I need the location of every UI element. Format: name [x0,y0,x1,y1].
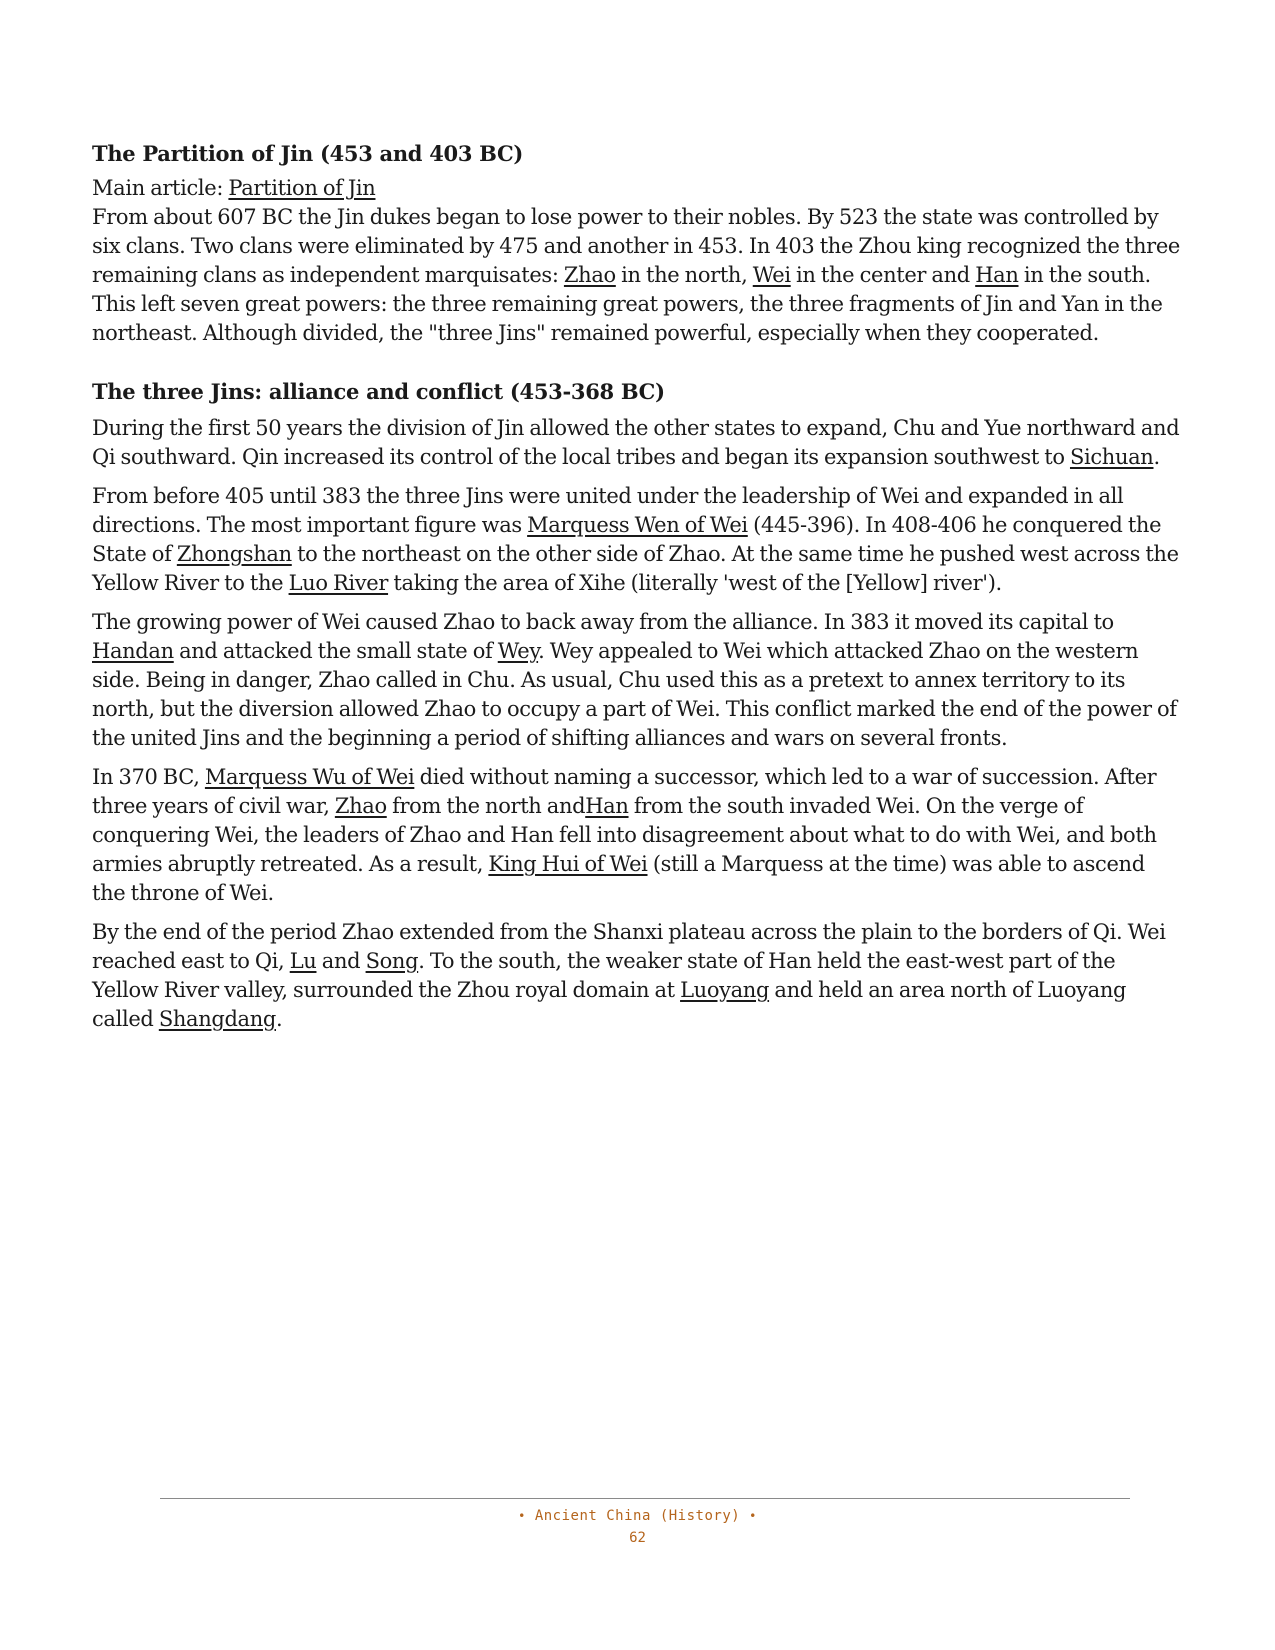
link-luoyang[interactable]: Luoyang [680,978,770,1002]
paragraph-end-of-period [92,918,1182,1034]
link-song[interactable]: Song [365,949,419,973]
text-run: in the south. This left seven great powers: the three remaining great powers, the three fragments of Jin and Yan in the northeast. Although divided, the "three Jins" remained powerful, especially when they cooperated. [92,263,1163,345]
link-partition-of-jin[interactable]: Partition of Jin [228,176,376,200]
link-wey[interactable]: Wey [497,639,539,663]
paragraph-first-50-years [92,414,1182,472]
text-run: from the north and [386,794,586,818]
text-run: from the south invaded Wei. On the verge of conquering Wei, the leaders of Zhao and Han fell into disagreement about what to do with Wei, and both armies abruptly retreated. As a result, [92,794,1157,876]
section-heading-partition-of-jin: The Partition of Jin (453 and 403 BC) [92,141,524,166]
text-run: (445-396). In 408-406 he conquered the State of [92,513,1162,566]
link-han[interactable]: Han [585,794,629,818]
document-body [92,140,1182,1044]
link-han[interactable]: Han [975,263,1019,287]
link-wei[interactable]: Wei [752,263,791,287]
text-run: . Wey appealed to Wei which attacked Zhao on the western side. Being in danger, Zhao called in Chu. As usual, Chu used this as a pretext to annex territory to its north, but the diversion allowed Zhao to occupy a part of Wei. This conflict marked the end of the power of the united Jins and the beginning a period of shifting alliances and wars on several fronts. [92,639,1177,750]
text-run: and held an area north of Luoyang called [92,978,1127,1031]
footer-bullet-left: • [518,1509,526,1523]
text-run: in the center and [790,263,976,287]
link-lu[interactable]: Lu [289,949,317,973]
text-run: The growing power of Wei caused Zhao to back away from the alliance. In 383 it moved its capital to [92,610,1114,634]
text-run: died without naming a successor, which led to a war of succession. After three years of civil war, [92,765,1157,818]
footer-divider [160,1498,1130,1499]
section-heading-three-jins: The three Jins: alliance and conflict (453-368 BC) [92,379,665,404]
link-zhongshan[interactable]: Zhongshan [176,542,292,566]
text-run: and [316,949,366,973]
paragraph-united-under-wei [92,482,1182,598]
text-run: taking the area of Xihe (literally 'west of the [Yellow] river'). [388,571,1002,595]
text-run: By the end of the period Zhao extended from the Shanxi plateau across the plain to the borders of Qi. Wei reached east to Qi, [92,920,1166,973]
main-article-line [92,174,1182,203]
main-article-label: Main article: [92,176,229,200]
footer-bullet-right: • [749,1509,757,1523]
paragraph-partition [92,203,1182,348]
text-run: . To the south, the weaker state of Han held the east-west part of the Yellow River valley, surrounded the Zhou royal domain at [92,949,1116,1002]
text-run: (still a Marquess at the time) was able to ascend the throne of Wei. [92,852,1145,905]
link-marquess-wu-of-wei[interactable]: Marquess Wu of Wei [204,765,415,789]
paragraph-war-of-succession [92,763,1182,908]
text-run: From before 405 until 383 the three Jins were united under the leadership of Wei and expanded in all directions. The most important figure was [92,484,1124,537]
link-handan[interactable]: Handan [92,639,174,663]
text-run: . [1153,445,1160,469]
text-run: In 370 BC, [92,765,205,789]
paragraph-growing-power-of-wei [92,608,1182,753]
link-shangdang[interactable]: Shangdang [158,1007,276,1031]
text-run: From about 607 BC the Jin dukes began to lose power to their nobles. By 523 the state was controlled by six clans. Two clans were eliminated by 475 and another in 453. In 403 the Zhou king recognized the three remaining clans as independent marquisates: [92,205,1181,287]
link-sichuan[interactable]: Sichuan [1069,445,1154,469]
text-run: and attacked the small state of [173,639,498,663]
text-run: . [276,1007,283,1031]
link-zhao[interactable]: Zhao [563,263,616,287]
footer-title-text: Ancient China (History) [534,1508,741,1524]
page-number: 62 [629,1530,646,1546]
link-zhao[interactable]: Zhao [334,794,387,818]
text-run: During the first 50 years the division of Jin allowed the other states to expand, Chu and Yue northward and Qi southward. Qin increased its control of the local tribes and began its expansion southwest to [92,416,1180,469]
link-luo-river[interactable]: Luo River [288,571,389,595]
text-run: to the northeast on the other side of Zhao. At the same time he pushed west across the Yellow River to the [92,542,1179,595]
text-run: in the north, [615,263,753,287]
link-marquess-wen-of-wei[interactable]: Marquess Wen of Wei [527,513,748,537]
footer-title [0,1508,1275,1524]
link-king-hui-of-wei[interactable]: King Hui of Wei [488,852,648,876]
